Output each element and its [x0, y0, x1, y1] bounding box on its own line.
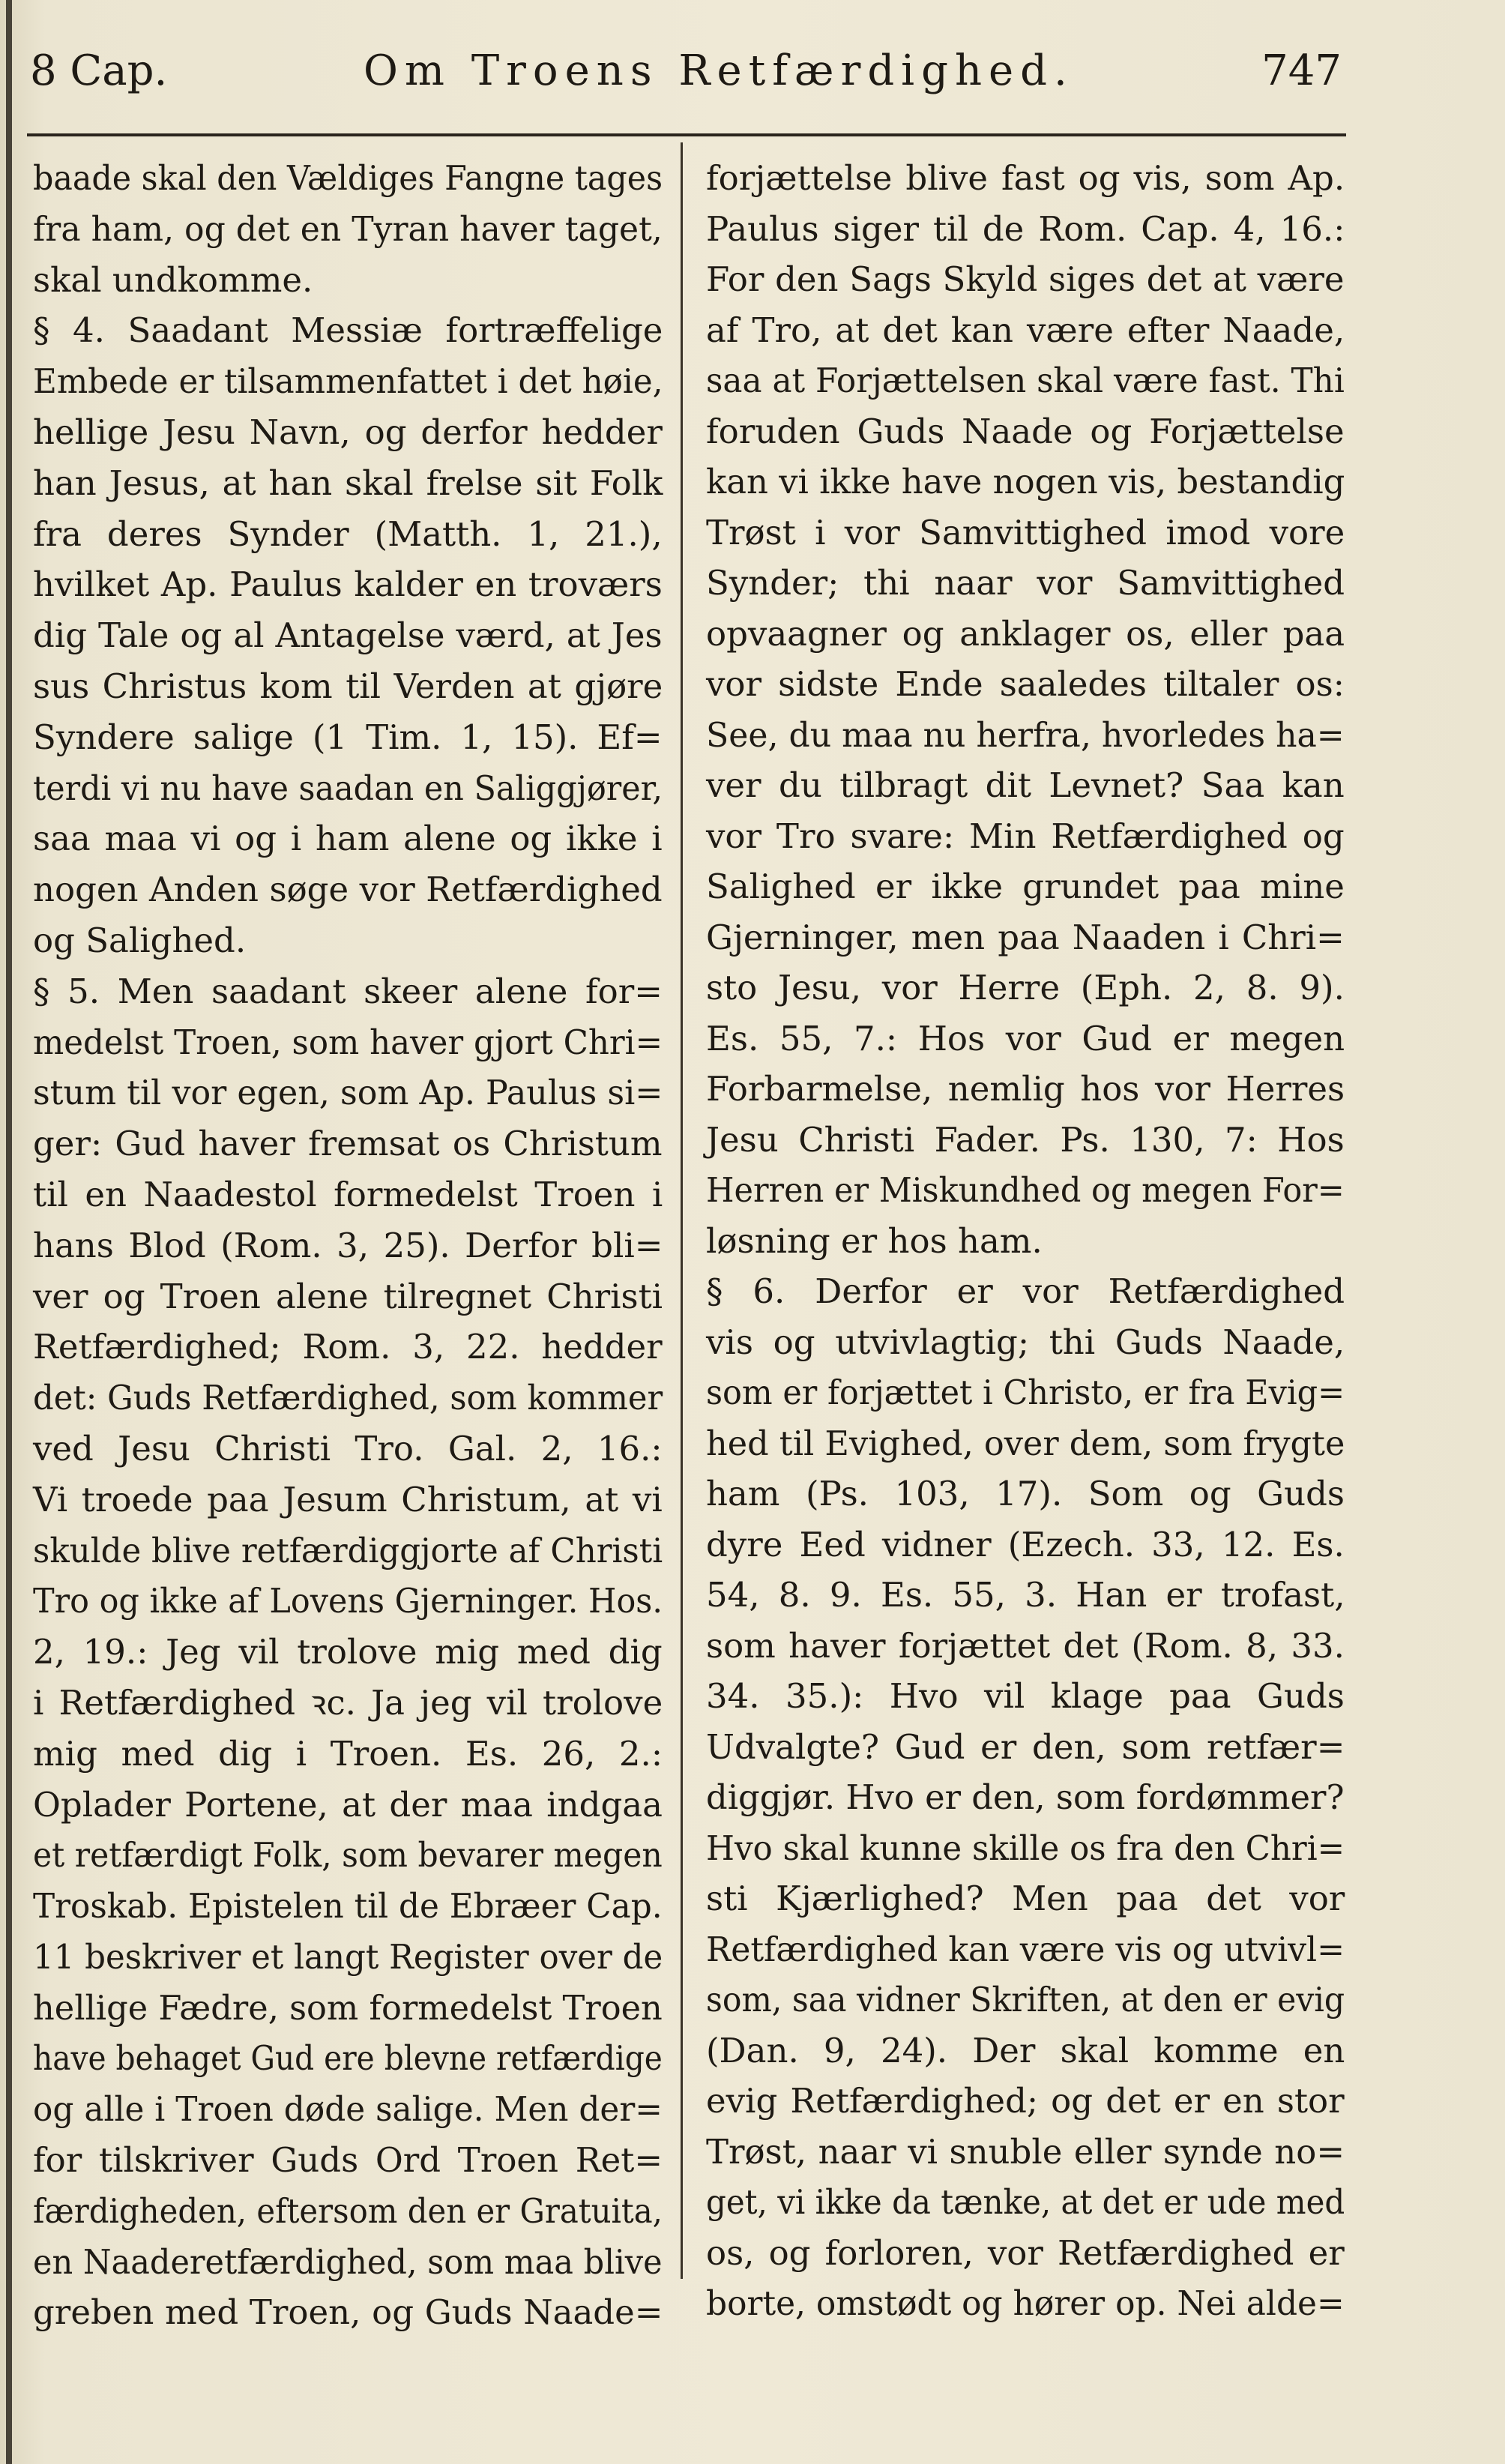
text-line: § 4. Saadant Messiæ fortræffelige — [33, 310, 663, 351]
chapter-label: 8 Cap. — [30, 46, 168, 95]
text-line: i Retfærdighed ꝛc. Ja jeg vil trolove — [33, 1682, 663, 1723]
text-line: (Dan. 9, 24). Der skal komme en — [706, 2030, 1345, 2070]
text-line: han Jesus, at han skal frelse sit Folk — [33, 463, 663, 503]
text-line: dyre Eed vidner (Ezech. 33, 12. Es. — [706, 1524, 1345, 1564]
text-line: greben med Troen, og Guds Naade= — [33, 2292, 663, 2333]
text-line: løsning er hos ham. — [706, 1220, 1043, 1261]
text-line: som er forjættet i Christo, er fra Evig= — [706, 1373, 1345, 1412]
text-line: hellige Jesu Navn, og derfor hedder — [33, 412, 663, 452]
text-line: Es. 55, 7.: Hos vor Gud er megen — [706, 1018, 1345, 1058]
text-line: vor Tro svare: Min Retfærdighed og — [706, 816, 1345, 856]
text-line: saa at Forjættelsen skal være fast. Thi — [706, 361, 1345, 400]
text-line: hellige Fædre, som formedelst Troen — [33, 1987, 663, 2028]
text-line: baade skal den Vældiges Fangne tages — [33, 158, 663, 198]
text-line: evig Retfærdighed; og det er en stor — [706, 2081, 1345, 2121]
text-line: Herren er Miskundhed og megen For= — [706, 1170, 1345, 1210]
text-line: af Tro, at det kan være efter Naade, — [706, 310, 1345, 350]
text-line: hvilket Ap. Paulus kalder en troværs — [33, 564, 663, 605]
text-line: Trøst i vor Samvittighed imod vore — [706, 512, 1345, 552]
text-line: 11 beskriver et langt Register over de — [33, 1936, 663, 1977]
text-line: Retfærdighed kan være vis og utvivl= — [706, 1929, 1345, 1969]
text-line: for tilskriver Guds Ord Troen Ret= — [33, 2140, 663, 2181]
running-header — [30, 46, 1342, 114]
text-line: Tro og ikke af Lovens Gjerninger. Hos. — [33, 1581, 663, 1621]
text-line: ver og Troen alene tilregnet Christi — [33, 1276, 663, 1316]
text-line: Retfærdighed; Rom. 3, 22. hedder — [33, 1327, 663, 1367]
text-line: For den Sags Skyld siges det at være — [706, 259, 1345, 299]
text-line: sti Kjærlighed? Men paa det vor — [706, 1879, 1345, 1918]
text-line: sto Jesu, vor Herre (Eph. 2, 8. 9). — [706, 968, 1345, 1007]
text-line: terdi vi nu have saadan en Saliggjører, — [33, 768, 663, 808]
text-line: saa maa vi og i ham alene og ikke i — [33, 819, 663, 859]
text-line: get, vi ikke da tænke, at det er ude med — [706, 2182, 1345, 2222]
text-line: Vi troede paa Jesum Christum, at vi — [33, 1479, 663, 1519]
text-line: fra ham, og det en Tyran haver taget, — [33, 208, 663, 249]
text-line: Forbarmelse, nemlig hos vor Herres — [706, 1069, 1345, 1109]
text-line: og alle i Troen døde salige. Men der= — [33, 2089, 663, 2130]
text-line: 2, 19.: Jeg vil trolove mig med dig — [33, 1632, 663, 1672]
text-line: diggjør. Hvo er den, som fordømmer? — [706, 1777, 1345, 1817]
text-line: fra deres Synder (Matth. 1, 21.), — [33, 513, 663, 554]
text-line: foruden Guds Naade og Forjættelse — [706, 411, 1345, 451]
text-line: opvaagner og anklager os, eller paa — [706, 613, 1345, 654]
text-line: en Naaderetfærdighed, som maa blive — [33, 2241, 663, 2282]
text-line: vor sidste Ende saaledes tiltaler os: — [706, 664, 1345, 704]
right-text-column — [706, 153, 1345, 2329]
text-line: nogen Anden søge vor Retfærdighed — [33, 870, 663, 910]
text-line: og Salighed. — [33, 920, 247, 960]
text-line: skulde blive retfærdiggjorte af Christi — [33, 1530, 663, 1570]
page-gutter-edge — [6, 0, 12, 2464]
text-line: See, du maa nu herfra, hvorledes ha= — [706, 714, 1345, 755]
text-line: færdigheden, eftersom den er Gratuita, — [33, 2190, 663, 2231]
text-line: som, saa vidner Skriften, at den er evig — [706, 1980, 1345, 2019]
text-line: skal undkomme. — [33, 259, 313, 300]
text-line: os, og forloren, vor Retfærdighed er — [706, 2232, 1345, 2273]
text-line: Salighed er ikke grundet paa mine — [706, 867, 1345, 906]
text-line: borte, omstødt og hører op. Nei alde= — [706, 2283, 1345, 2323]
column-divider — [681, 142, 683, 2279]
text-line: § 6. Derfor er vor Retfærdighed — [706, 1271, 1345, 1311]
text-line: ved Jesu Christi Tro. Gal. 2, 16.: — [33, 1428, 663, 1469]
left-text-column — [33, 153, 663, 2338]
text-line: 34. 35.): Hvo vil klage paa Guds — [706, 1676, 1345, 1716]
text-line: have behaget Gud ere blevne retfærdige — [33, 2038, 663, 2079]
text-line: Synder; thi naar vor Samvittighed — [706, 563, 1345, 603]
text-line: Paulus siger til de Rom. Cap. 4, 16.: — [706, 208, 1345, 249]
text-line: Troskab. Epistelen til de Ebræer Cap. — [33, 1886, 663, 1927]
text-line: Jesu Christi Fader. Ps. 130, 7: Hos — [706, 1119, 1345, 1160]
text-line: Udvalgte? Gud er den, som retfær= — [706, 1726, 1345, 1767]
text-line: Trøst, naar vi snuble eller synde no= — [706, 2131, 1345, 2172]
text-line: Oplader Portene, at der maa indgaa — [33, 1784, 663, 1825]
text-line: til en Naadestol formedelst Troen i — [33, 1174, 663, 1214]
text-line: ger: Gud haver fremsat os Christum — [33, 1124, 663, 1164]
text-line: vis og utvivlagtig; thi Guds Naade, — [706, 1322, 1345, 1362]
text-line: medelst Troen, som haver gjort Chri= — [33, 1022, 663, 1062]
header-rule — [27, 133, 1346, 136]
text-line: 54, 8. 9. Es. 55, 3. Han er trofast, — [706, 1575, 1345, 1615]
running-title: Om Troens Retfærdighed. — [364, 46, 1074, 95]
text-line: Syndere salige (1 Tim. 1, 15). Ef= — [33, 717, 663, 757]
text-line: hans Blod (Rom. 3, 25). Derfor bli= — [33, 1225, 663, 1265]
text-line: et retfærdigt Folk, som bevarer megen — [33, 1835, 663, 1876]
text-line: kan vi ikke have nogen vis, bestandig — [706, 462, 1345, 501]
text-line: dig Tale og al Antagelse værd, at Jes — [33, 615, 663, 656]
text-line: mig med dig i Troen. Es. 26, 2.: — [33, 1733, 663, 1774]
text-line: stum til vor egen, som Ap. Paulus si= — [33, 1073, 663, 1113]
text-line: Hvo skal kunne skille os fra den Chri= — [706, 1828, 1345, 1868]
text-line: som haver forjættet det (Rom. 8, 33. — [706, 1625, 1345, 1666]
text-line: ham (Ps. 103, 17). Som og Guds — [706, 1474, 1345, 1513]
text-line: det: Guds Retfærdighed, som kommer — [33, 1378, 663, 1418]
text-line: hed til Evighed, over dem, som frygte — [706, 1423, 1345, 1463]
text-line: sus Christus kom til Verden at gjøre — [33, 666, 663, 706]
text-line: forjættelse blive fast og vis, som Ap. — [706, 158, 1345, 198]
text-line: Embede er tilsammenfattet i det høie, — [33, 361, 663, 402]
text-line: § 5. Men saadant skeer alene for= — [33, 971, 663, 1011]
text-line: Gjerninger, men paa Naaden i Chri= — [706, 917, 1345, 957]
text-line: ver du tilbragt dit Levnet? Saa kan — [706, 765, 1345, 805]
page-number: 747 — [1261, 46, 1342, 95]
